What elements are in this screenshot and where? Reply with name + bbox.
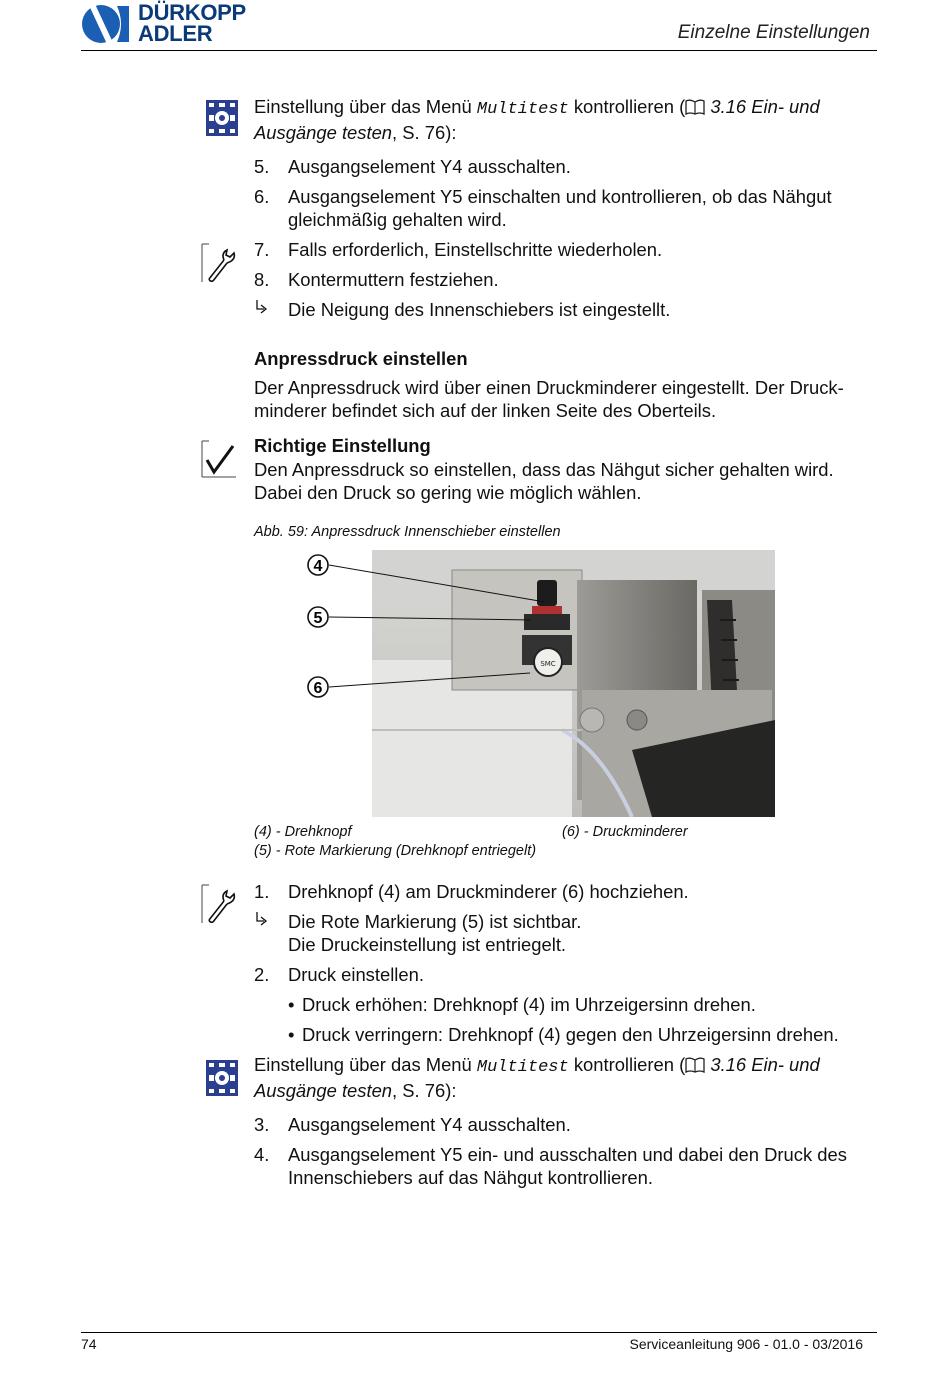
list-item [254,963,874,986]
bullet-dot: • [288,994,295,1015]
legend-item-5: (5) - Rote Markierung (Drehknopf entriegelt) [254,843,537,859]
correct-setting-title: Richtige Einstellung [254,435,431,456]
figure-callouts [305,550,565,700]
step-number: 1. [254,881,270,902]
wrench-icon [201,884,237,924]
result-arrow-icon [254,298,288,321]
step-number: 2. [254,964,270,985]
step-text: Falls erforderlich, Einstellschritte wiederholen. [288,239,663,260]
list-item [254,238,874,261]
bullet-item [288,1023,874,1046]
list-item [254,268,874,291]
list-item [254,155,874,178]
result-item [254,910,874,956]
step-number: 5. [254,156,270,177]
steps-list-3 [254,880,874,1046]
bullet-text: Druck erhöhen: Drehknopf (4) im Uhrzeigersinn drehen. [302,994,756,1015]
checkmark-icon [201,440,237,478]
step-number: 3. [254,1114,270,1135]
bullet-dot: • [288,1024,295,1045]
step-number: 8. [254,269,270,290]
menu-text-mid: kontrollieren ( [568,1054,686,1075]
list-item [254,880,874,903]
menu-instruction-2 [254,1053,874,1102]
steps-list-1 [254,155,874,231]
step-number: 7. [254,239,270,260]
menu-instruction-1 [254,95,874,144]
step-text: Ausgangselement Y4 ausschalten. [288,1114,571,1135]
cross-reference-link[interactable]: 3.16 Ein- und Ausgänge testen [254,1054,820,1101]
brand-name-line2: ADLER [138,21,213,46]
bullet-item [288,993,874,1016]
callout-5: 5 [313,610,323,627]
result-line-2: Die Druckeinstellung ist entriegelt. [288,934,567,955]
document-id: Serviceanleitung 906 - 01.0 - 03/2016 [629,1336,863,1352]
legend-item-4: (4) - Drehknopf [254,824,352,840]
step-number: 6. [254,186,270,207]
header-divider [81,50,877,51]
step-text: Kontermuttern festziehen. [288,269,499,290]
menu-text-mid: kontrollieren ( [568,96,686,117]
menu-text: Einstellung über das Menü [254,96,477,117]
result-item [254,298,874,321]
book-icon [685,1057,705,1073]
multitest-menu-icon [206,100,238,136]
step-text: Druck einstellen. [288,964,424,985]
correct-setting-text: Den Anpressdruck so einstellen, dass das Nähgut sicher gehalten wird. Dabei den Druck so gering wie möglich wählen. [254,459,834,503]
menu-code: Multitest [476,100,569,119]
cross-reference-link[interactable]: 3.16 Ein- und Ausgänge testen [254,96,820,143]
footer-divider [81,1332,877,1333]
section-heading: Anpressdruck einstellen [254,348,468,369]
menu-code: Multitest [476,1058,569,1077]
menu-text: Einstellung über das Menü [254,1054,477,1075]
list-item [254,1113,874,1136]
result-arrow-icon [254,910,288,956]
section-intro: Der Anpressdruck wird über einen Druckminderer eingestellt. Der Druck-minderer befindet sich auf der linken Seite des Oberteils. [254,377,844,421]
result-text: Die Neigung des Innenschiebers ist eingestellt. [288,299,671,320]
result-line-1: Die Rote Markierung (5) ist sichtbar. [288,911,582,932]
brand-logo-icon [81,2,137,46]
figure-caption: Abb. 59: Anpressdruck Innenschieber einstellen [254,524,561,540]
menu-text-post: , S. 76): [392,1080,457,1101]
page-number: 74 [81,1336,97,1352]
brand-logo [81,2,266,46]
step-number: 4. [254,1144,270,1165]
step-text: Ausgangselement Y5 ein- und ausschalten und dabei den Druck des Innenschiebers auf das Nähgut kontrollieren. [288,1144,847,1188]
book-icon [685,99,705,115]
dial-label: SMC [540,660,556,668]
callout-4: 4 [313,558,323,575]
list-item [254,1143,874,1189]
steps-list-2 [254,238,874,321]
wrench-icon [201,243,237,283]
header-title: Einzelne Einstellungen [677,22,870,43]
brand-name-line1: DÜRKOPP [138,0,246,25]
step-text: Ausgangselement Y4 ausschalten. [288,156,571,177]
legend-item-6: (6) - Druckminderer [562,824,688,840]
step-text: Ausgangselement Y5 einschalten und kontrollieren, ob das Nähgut gleichmäßig gehalten wird. [288,186,832,230]
list-item [254,185,874,231]
bullet-text: Druck verringern: Drehknopf (4) gegen den Uhrzeigersinn drehen. [302,1024,839,1045]
multitest-menu-icon [206,1060,238,1096]
menu-text-post: , S. 76): [392,122,457,143]
steps-list-4 [254,1113,874,1189]
callout-6: 6 [313,680,323,697]
step-text: Drehknopf (4) am Druckminderer (6) hochziehen. [288,881,689,902]
